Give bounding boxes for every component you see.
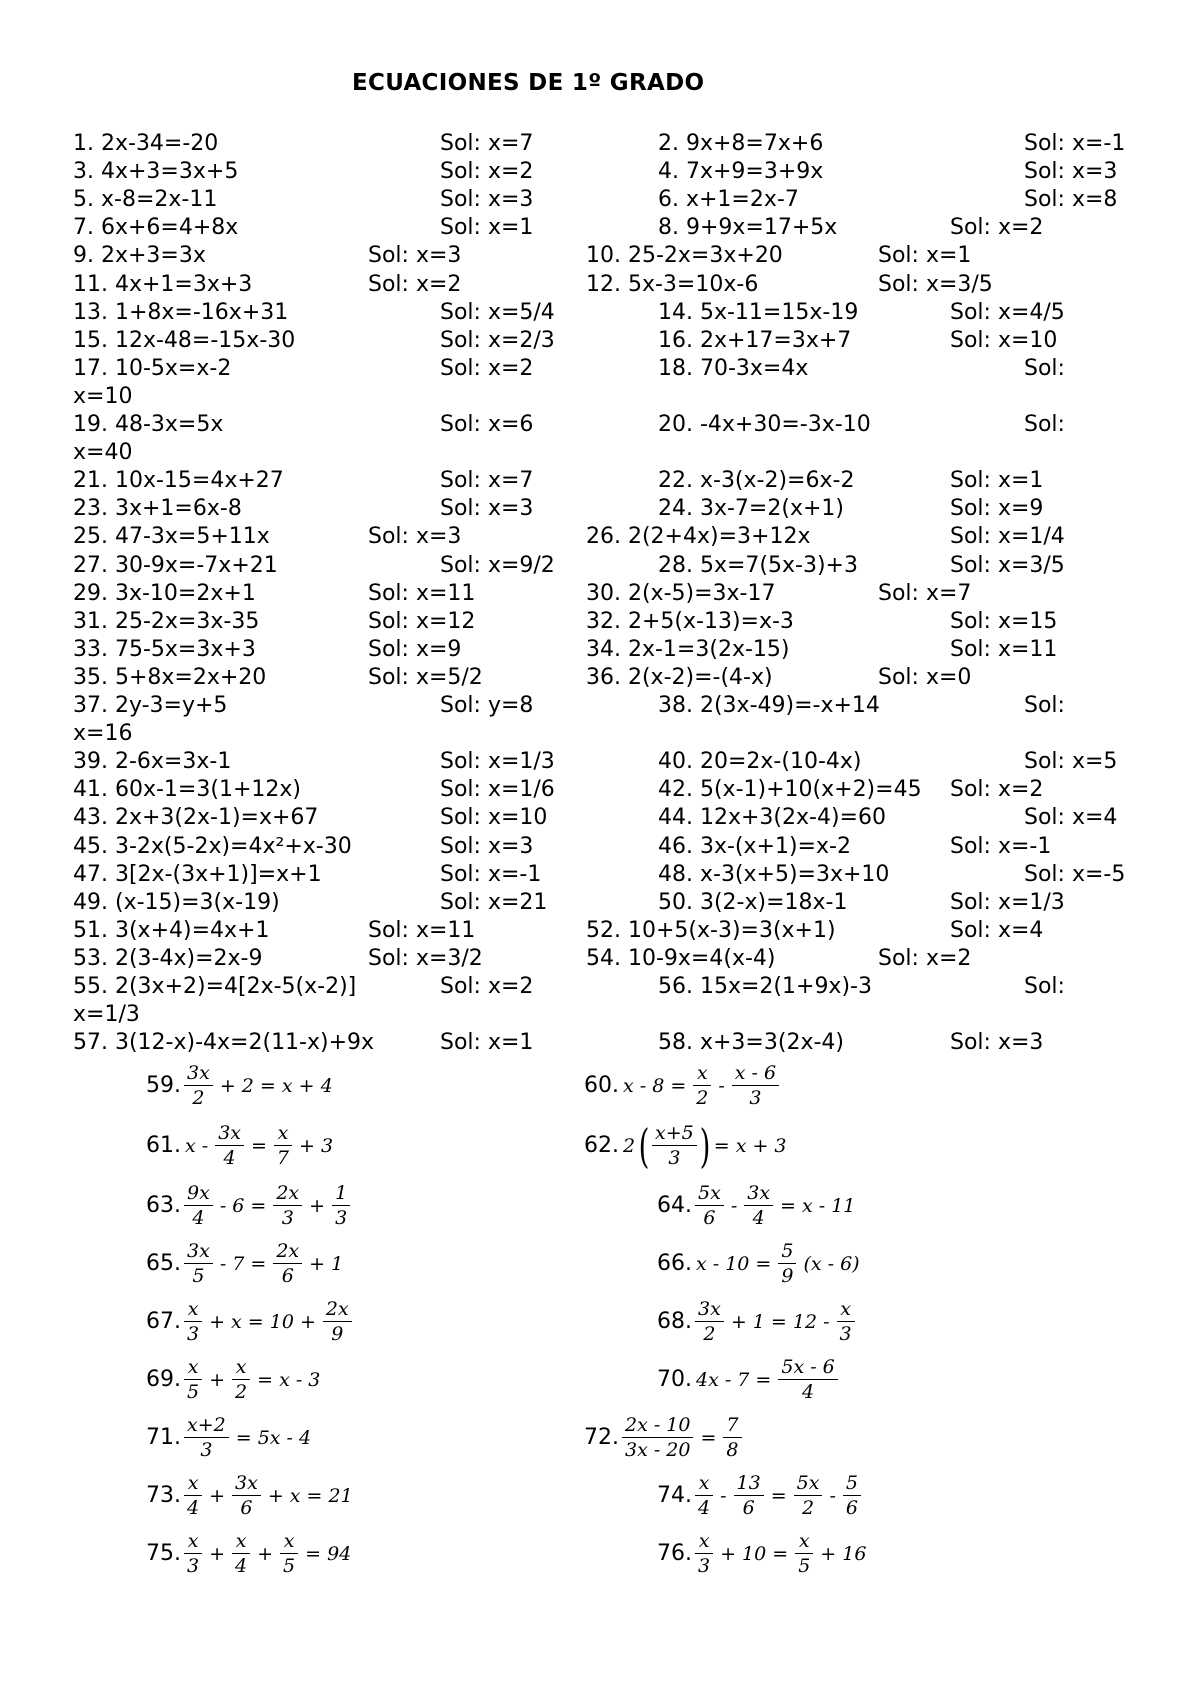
solution-right: Sol:	[1024, 974, 1065, 999]
equation-65	[146, 1240, 347, 1287]
equation-left: 27. 30-9x=-7x+21	[73, 552, 278, 578]
equation-67	[146, 1298, 355, 1345]
expression-text: x -	[185, 1134, 209, 1157]
solution-right: Sol: x=10	[950, 327, 1058, 353]
expression-text: = x - 11	[780, 1194, 856, 1217]
equation-left: 19. 48-3x=5x	[73, 412, 224, 437]
left-paren: (	[638, 1118, 650, 1173]
solution-left: Sol: x=21	[440, 889, 548, 915]
equation-62	[584, 1118, 791, 1173]
solution-left: Sol: x=7	[440, 468, 534, 494]
equation-right: 10. 25-2x=3x+20	[586, 243, 783, 269]
solution-left: Sol: x=2	[440, 974, 534, 999]
numerator: x+5	[652, 1122, 697, 1146]
equation-number: 76.	[657, 1541, 692, 1566]
numerator: x	[695, 1530, 713, 1554]
equation-number: 73.	[146, 1483, 181, 1508]
solution-right: Sol: x=4/5	[950, 299, 1065, 325]
equation-61	[146, 1122, 337, 1169]
solution-left: Sol: x=5/2	[368, 664, 483, 690]
solution-left: Sol: x=2	[368, 271, 462, 297]
expression-text: +	[309, 1194, 326, 1217]
expression-text: = x + 3	[713, 1134, 787, 1157]
solution-left: Sol: x=11	[368, 917, 476, 943]
numerator: x	[184, 1356, 202, 1380]
equation-right: 56. 15x=2(1+9x)-3	[658, 974, 872, 999]
numerator: x	[274, 1122, 292, 1146]
equation-right: 20. -4x+30=-3x-10	[658, 412, 871, 437]
equation-right: 48. x-3(x+5)=3x+10	[658, 861, 890, 887]
equation-left: 33. 75-5x=3x+3	[73, 636, 256, 662]
equation-right: 12. 5x-3=10x-6	[586, 271, 759, 297]
solution-left: Sol: x=3	[440, 833, 534, 859]
equation-number: 71.	[146, 1425, 181, 1450]
solution-left: Sol: x=12	[368, 608, 476, 634]
equation-64	[657, 1182, 859, 1229]
equation-76	[657, 1530, 870, 1577]
equation-63	[146, 1182, 353, 1229]
equation-right: 42. 5(x-1)+10(x+2)=45	[658, 777, 922, 803]
expression-text: + 1	[309, 1252, 344, 1275]
numerator: 5	[843, 1472, 861, 1496]
equation-number: 59.	[146, 1073, 181, 1098]
equation-left: x=16	[73, 721, 133, 747]
solution-left: Sol: x=5/4	[440, 299, 555, 325]
equation-right: 28. 5x=7(5x-3)+3	[658, 552, 858, 578]
denominator: 5	[187, 1381, 200, 1403]
equation-left: x=1/3	[73, 1002, 140, 1028]
solution-left: Sol: x=2	[440, 355, 534, 381]
equation-right: 30. 2(x-5)=3x-17	[586, 580, 776, 606]
equation-left: 11. 4x+1=3x+3	[73, 271, 253, 297]
denominator: 9	[781, 1265, 794, 1287]
solution-left: Sol: y=8	[440, 693, 534, 718]
solution-right: Sol: x=-1	[1024, 131, 1126, 156]
equation-left: 5. x-8=2x-11	[73, 187, 218, 213]
numerator: x	[695, 1472, 713, 1496]
expression-text: +	[209, 1368, 226, 1391]
equation-number: 72.	[584, 1425, 619, 1450]
numerator: 5x	[794, 1472, 823, 1496]
denominator: 2	[801, 1497, 815, 1519]
numerator: 3x	[744, 1182, 773, 1206]
equation-left: 31. 25-2x=3x-35	[73, 608, 260, 634]
equation-left: 1. 2x-34=-20	[73, 131, 219, 156]
equation-right: 34. 2x-1=3(2x-15)	[586, 636, 790, 662]
expression-text: -	[720, 1484, 727, 1507]
numerator: 2x	[273, 1240, 302, 1264]
solution-left: Sol: x=9	[368, 636, 462, 662]
equation-right: 54. 10-9x=4(x-4)	[586, 945, 776, 971]
solution-right: Sol:	[1024, 355, 1065, 381]
expression-text: (x - 6)	[803, 1252, 860, 1275]
solution-left: Sol: x=3	[368, 524, 462, 550]
denominator: 3	[335, 1207, 348, 1229]
equation-left: 45. 3-2x(5-2x)=4x²+x-30	[73, 833, 352, 859]
numerator: x	[184, 1472, 202, 1496]
solution-right: Sol: x=4	[1024, 805, 1118, 831]
numerator: 3x	[232, 1472, 261, 1496]
numerator: x	[184, 1298, 202, 1322]
right-paren: )	[699, 1118, 711, 1173]
solution-left: Sol: x=3	[440, 496, 534, 522]
equation-right: 6. x+1=2x-7	[658, 187, 799, 213]
equation-left: 41. 60x-1=3(1+12x)	[73, 777, 301, 803]
equation-71	[146, 1414, 315, 1461]
expression-text: + 2 = x + 4	[219, 1074, 333, 1097]
equation-72	[584, 1414, 745, 1461]
expression-text: + 16	[820, 1542, 867, 1565]
denominator: 5	[192, 1265, 205, 1287]
numerator: 1	[332, 1182, 350, 1206]
equation-left: 9. 2x+3=3x	[73, 243, 206, 269]
numerator: x	[795, 1530, 813, 1554]
expression-text: -	[730, 1194, 738, 1217]
expression-text: - 7 =	[219, 1252, 267, 1275]
equation-left: 53. 2(3-4x)=2x-9	[73, 945, 263, 971]
denominator: 3	[668, 1147, 681, 1169]
equation-number: 62.	[584, 1133, 619, 1158]
numerator: 3x	[184, 1240, 213, 1264]
expression-text: 2	[623, 1134, 636, 1157]
numerator: 5x	[695, 1182, 724, 1206]
expression-text: + 1 = 12 -	[730, 1310, 830, 1333]
equation-right: 8. 9+9x=17+5x	[658, 215, 838, 241]
equation-left: 17. 10-5x=x-2	[73, 355, 232, 381]
solution-left: Sol: x=3	[440, 187, 534, 213]
equation-left: 7. 6x+6=4+8x	[73, 215, 239, 241]
equation-right: 24. 3x-7=2(x+1)	[658, 496, 844, 522]
solution-left: Sol: x=6	[440, 412, 534, 437]
solution-right: Sol:	[1024, 412, 1065, 437]
expression-text: 4x - 7 =	[696, 1368, 772, 1391]
denominator: 4	[752, 1207, 765, 1229]
equation-number: 64.	[657, 1193, 692, 1218]
equation-number: 61.	[146, 1133, 181, 1158]
solution-right: Sol: x=15	[950, 608, 1058, 634]
numerator: 5x - 6	[778, 1356, 837, 1380]
solution-right: Sol: x=11	[950, 636, 1058, 662]
equation-right: 18. 70-3x=4x	[658, 355, 809, 381]
equation-number: 66.	[657, 1251, 692, 1276]
solution-right: Sol: x=1/4	[950, 524, 1065, 550]
denominator: 2	[235, 1381, 248, 1403]
numerator: 2x	[323, 1298, 352, 1322]
denominator: 3	[839, 1323, 852, 1345]
numerator: 3x	[184, 1062, 213, 1086]
solution-left: Sol: x=11	[368, 580, 476, 606]
solution-right: Sol: x=1/3	[950, 889, 1065, 915]
denominator: 6	[742, 1497, 755, 1519]
equation-74	[657, 1472, 864, 1519]
solution-right: Sol: x=1	[950, 468, 1044, 494]
equation-left: 23. 3x+1=6x-8	[73, 496, 242, 522]
equation-right: 46. 3x-(x+1)=x-2	[658, 833, 851, 859]
equation-right: 16. 2x+17=3x+7	[658, 327, 852, 353]
denominator: 4	[223, 1147, 236, 1169]
numerator: x	[837, 1298, 855, 1322]
expression-text: x - 10 =	[696, 1252, 772, 1275]
numerator: x	[232, 1530, 250, 1554]
equation-right: 32. 2+5(x-13)=x-3	[586, 608, 794, 634]
expression-text: x - 8 =	[623, 1074, 687, 1097]
equation-right: 40. 20=2x-(10-4x)	[658, 749, 862, 775]
numerator: 7	[723, 1414, 741, 1438]
numerator: 3x	[215, 1122, 244, 1146]
solution-right: Sol: x=8	[1024, 187, 1118, 213]
denominator: 2	[192, 1087, 205, 1109]
solution-left: Sol: x=2	[440, 159, 534, 185]
equation-left: 43. 2x+3(2x-1)=x+67	[73, 805, 319, 831]
numerator: 9x	[184, 1182, 213, 1206]
equation-number: 63.	[146, 1193, 181, 1218]
equation-number: 68.	[657, 1309, 692, 1334]
numerator: x	[693, 1062, 711, 1086]
equation-right: 2. 9x+8=7x+6	[658, 131, 824, 156]
solution-right: Sol: x=1	[878, 243, 972, 269]
expression-text: +	[257, 1542, 274, 1565]
equation-number: 74.	[657, 1483, 692, 1508]
solution-left: Sol: x=9/2	[440, 552, 555, 578]
equation-left: 3. 4x+3=3x+5	[73, 159, 239, 185]
expression-text: + x = 10 +	[209, 1310, 316, 1333]
equation-right: 36. 2(x-2)=-(4-x)	[586, 664, 773, 690]
denominator: 4	[192, 1207, 205, 1229]
denominator: 6	[703, 1207, 716, 1229]
solution-left: Sol: x=3/2	[368, 945, 483, 971]
solution-right: Sol: x=4	[950, 917, 1044, 943]
equation-60	[584, 1062, 782, 1109]
equation-left: 13. 1+8x=-16x+31	[73, 299, 289, 325]
solution-right: Sol: x=2	[878, 945, 972, 971]
solution-left: Sol: x=3	[368, 243, 462, 269]
equation-left: 25. 47-3x=5+11x	[73, 524, 270, 550]
denominator: 6	[845, 1497, 858, 1519]
denominator: 4	[698, 1497, 711, 1519]
equation-left: 21. 10x-15=4x+27	[73, 468, 284, 494]
solution-right: Sol: x=9	[950, 496, 1044, 522]
denominator: 3	[698, 1555, 711, 1577]
solution-right: Sol: x=2	[950, 777, 1044, 803]
equation-right: 44. 12x+3(2x-4)=60	[658, 805, 886, 831]
numerator: 3x	[695, 1298, 724, 1322]
equation-left: 51. 3(x+4)=4x+1	[73, 917, 270, 943]
denominator: 5	[283, 1555, 296, 1577]
solution-left: Sol: x=2/3	[440, 327, 555, 353]
equation-left: 39. 2-6x=3x-1	[73, 749, 232, 775]
solution-right: Sol: x=2	[950, 215, 1044, 241]
denominator: 3	[281, 1207, 294, 1229]
equation-number: 65.	[146, 1251, 181, 1276]
denominator: 6	[240, 1497, 253, 1519]
equation-left: x=40	[73, 440, 133, 466]
numerator: x - 6	[732, 1062, 779, 1086]
equation-number: 75.	[146, 1541, 181, 1566]
numerator: 2x - 10	[622, 1414, 693, 1438]
solution-left: Sol: x=7	[440, 131, 534, 156]
solution-left: Sol: x=1	[440, 1030, 534, 1056]
expression-text: + x = 21	[267, 1484, 353, 1507]
denominator: 7	[276, 1147, 290, 1169]
solution-right: Sol: x=3	[1024, 159, 1118, 185]
denominator: 2	[696, 1087, 709, 1109]
equation-59	[146, 1062, 337, 1109]
equation-number: 60.	[584, 1073, 619, 1098]
denominator: 3x - 20	[625, 1439, 691, 1461]
equation-70	[657, 1356, 841, 1403]
equation-left: 29. 3x-10=2x+1	[73, 580, 256, 606]
solution-right: Sol: x=-1	[950, 833, 1052, 859]
equation-left: 35. 5+8x=2x+20	[73, 664, 267, 690]
solution-left: Sol: x=1/3	[440, 749, 555, 775]
denominator: 4	[802, 1381, 815, 1403]
denominator: 4	[235, 1555, 248, 1577]
equation-right: 38. 2(3x-49)=-x+14	[658, 693, 880, 718]
equation-69	[146, 1356, 324, 1403]
numerator: 2x	[273, 1182, 302, 1206]
denominator: 9	[331, 1323, 344, 1345]
solution-right: Sol: x=5	[1024, 749, 1118, 775]
equation-left: 15. 12x-48=-15x-30	[73, 327, 296, 353]
numerator: x	[184, 1530, 202, 1554]
expression-text: =	[770, 1484, 787, 1507]
expression-text: -	[829, 1484, 836, 1507]
numerator: x	[280, 1530, 298, 1554]
denominator: 3	[187, 1323, 200, 1345]
equation-left: x=10	[73, 383, 133, 409]
solution-right: Sol: x=7	[878, 580, 972, 606]
equation-left: 49. (x-15)=3(x-19)	[73, 889, 280, 915]
solution-right: Sol: x=3	[950, 1030, 1044, 1056]
equation-number: 69.	[146, 1367, 181, 1392]
solution-right: Sol: x=-5	[1024, 861, 1126, 887]
denominator: 6	[281, 1265, 294, 1287]
solution-right: Sol: x=3/5	[950, 552, 1065, 578]
equation-right: 26. 2(2+4x)=3+12x	[586, 524, 811, 550]
numerator: x	[232, 1356, 250, 1380]
solution-right: Sol: x=0	[878, 664, 972, 690]
equation-left: 37. 2y-3=y+5	[73, 693, 228, 718]
denominator: 2	[703, 1323, 716, 1345]
expression-text: = 94	[305, 1542, 352, 1565]
denominator: 3	[200, 1439, 213, 1461]
equation-right: 50. 3(2-x)=18x-1	[658, 889, 848, 915]
expression-text: = x - 3	[257, 1368, 321, 1391]
equation-68	[657, 1298, 858, 1345]
equation-right: 52. 10+5(x-3)=3(x+1)	[586, 917, 836, 943]
expression-text: +	[209, 1484, 226, 1507]
denominator: 3	[749, 1087, 762, 1109]
numerator: x+2	[184, 1414, 229, 1438]
expression-text: -	[718, 1074, 725, 1097]
equation-right: 14. 5x-11=15x-19	[658, 299, 859, 325]
numerator: 13	[734, 1472, 764, 1496]
expression-text: =	[700, 1426, 717, 1449]
solution-right: Sol: x=3/5	[878, 271, 993, 297]
numerator: 5	[778, 1240, 796, 1264]
solution-left: Sol: x=-1	[440, 861, 542, 887]
expression-text: + 10 =	[720, 1542, 789, 1565]
denominator: 3	[187, 1555, 200, 1577]
solution-left: Sol: x=10	[440, 805, 548, 831]
denominator: 8	[726, 1439, 739, 1461]
expression-text: +	[209, 1542, 226, 1565]
denominator: 5	[798, 1555, 811, 1577]
solution-left: Sol: x=1/6	[440, 777, 555, 803]
expression-text: - 6 =	[219, 1194, 267, 1217]
equation-right: 58. x+3=3(2x-4)	[658, 1030, 844, 1056]
page-title: ECUACIONES DE 1º GRADO	[352, 70, 705, 96]
equation-number: 67.	[146, 1309, 181, 1334]
solution-left: Sol: x=1	[440, 215, 534, 241]
equation-number: 70.	[657, 1367, 692, 1392]
expression-text: =	[251, 1134, 267, 1157]
equation-right: 22. x-3(x-2)=6x-2	[658, 468, 855, 494]
equation-left: 55. 2(3x+2)=4[2x-5(x-2)]	[73, 974, 357, 999]
solution-right: Sol:	[1024, 693, 1065, 718]
equation-left: 47. 3[2x-(3x+1)]=x+1	[73, 861, 322, 887]
equation-75	[146, 1530, 355, 1577]
equation-73	[146, 1472, 357, 1519]
denominator: 4	[187, 1497, 200, 1519]
equation-right: 4. 7x+9=3+9x	[658, 159, 824, 185]
equation-left: 57. 3(12-x)-4x=2(11-x)+9x	[73, 1030, 375, 1056]
expression-text: + 3	[299, 1134, 334, 1157]
expression-text: = 5x - 4	[235, 1426, 312, 1449]
equation-66	[657, 1240, 864, 1287]
